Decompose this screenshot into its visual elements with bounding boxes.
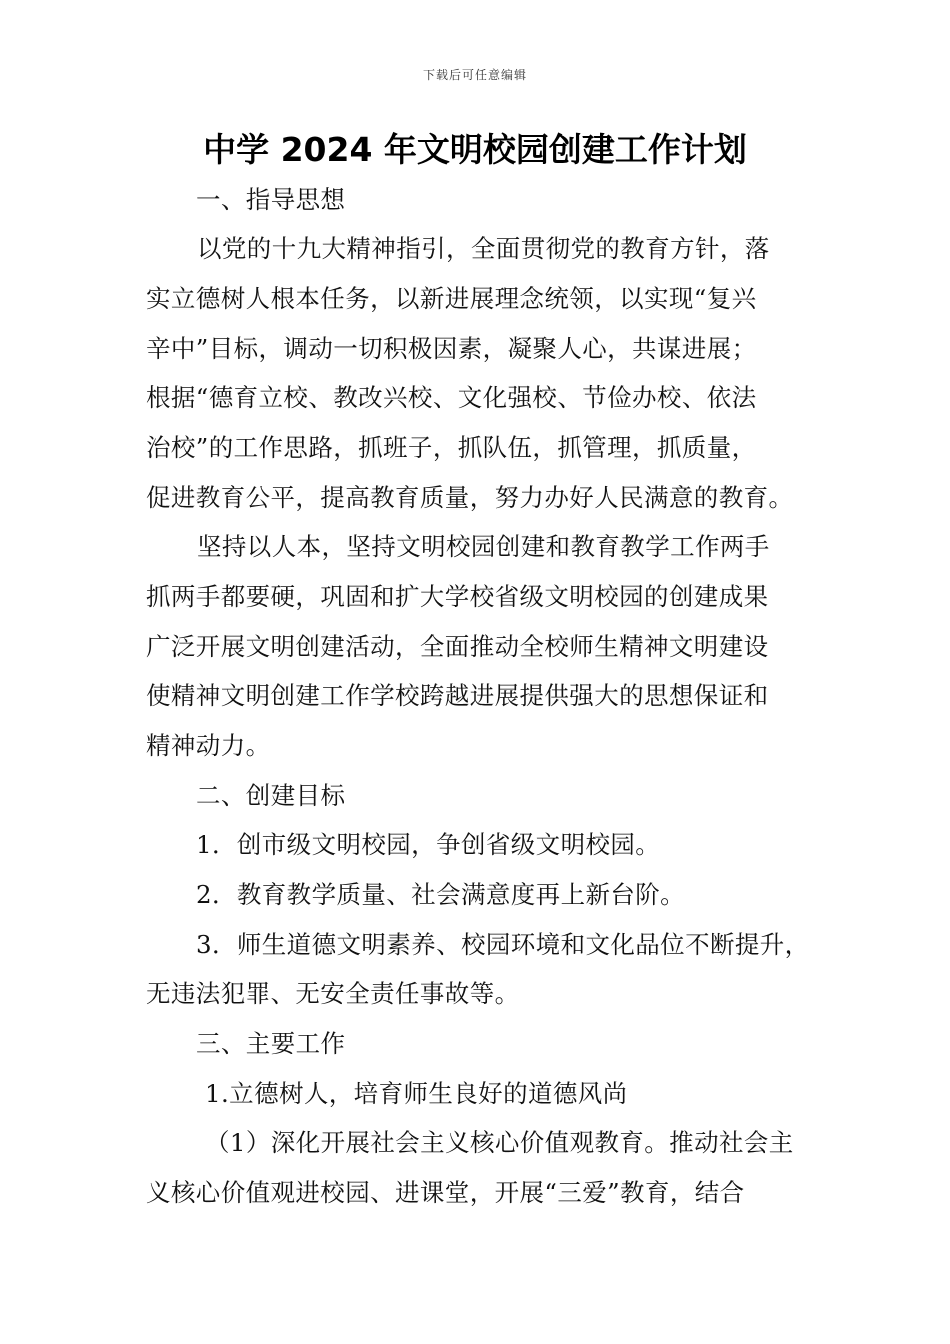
paragraph-line: 促进教育公平，提高教育质量，努力办好人民满意的教育。 [146, 483, 794, 512]
list-item: 2．教育教学质量、社会满意度再上新台阶。 [196, 880, 686, 909]
paragraph-line: 抓两手都要硬，巩固和扩大学校省级文明校园的创建成果 [146, 582, 769, 611]
paragraph-line: 无违法犯罪、无安全责任事故等。 [146, 979, 520, 1008]
section-heading-main-work: 三、主要工作 [196, 1029, 346, 1058]
list-item: 1．创市级文明校园，争创省级文明校园。 [196, 830, 661, 859]
page-header-note: 下载后可任意编辑 [422, 68, 527, 82]
paragraph-line: 根据“德育立校、教改兴校、文化强校、节俭办校、依法 [146, 383, 757, 412]
paragraph-line: 实立德树人根本任务，以新进展理念统领，以实现“复兴 [146, 284, 757, 313]
section-heading-guiding-ideology: 一、指导思想 [196, 185, 346, 214]
document-title: 中学 2024 年文明校园创建工作计划 [203, 130, 747, 169]
paragraph-line: 精神动力。 [146, 731, 271, 760]
paragraph-line: 治校”的工作思路，抓班子，抓队伍，抓管理，抓质量， [146, 433, 757, 462]
paragraph-line: （1）深化开展社会主义核心价值观教育。推动社会主 [205, 1128, 794, 1157]
paragraph-line: 使精神文明创建工作学校跨越进展提供强大的思想保证和 [146, 681, 769, 710]
paragraph-line: 广泛开展文明创建活动，全面推动全校师生精神文明建设 [146, 632, 769, 661]
paragraph-line: 以党的十九大精神指引，全面贯彻党的教育方针，落 [197, 234, 770, 263]
list-item: 3．师生道德文明素养、校园环境和文化品位不断提升， [196, 930, 810, 959]
paragraph-line: 坚持以人本，坚持文明校园创建和教育教学工作两手 [197, 532, 770, 561]
subsection-heading: 1.立德树人，培育师生良好的道德风尚 [205, 1079, 628, 1108]
section-heading-goals: 二、创建目标 [196, 781, 346, 810]
paragraph-line: 辛中”目标，调动一切积极因素，凝聚人心，共谋进展； [146, 334, 757, 363]
paragraph-line: 义核心价值观进校园、进课堂，开展“三爱”教育，结合 [146, 1178, 745, 1207]
